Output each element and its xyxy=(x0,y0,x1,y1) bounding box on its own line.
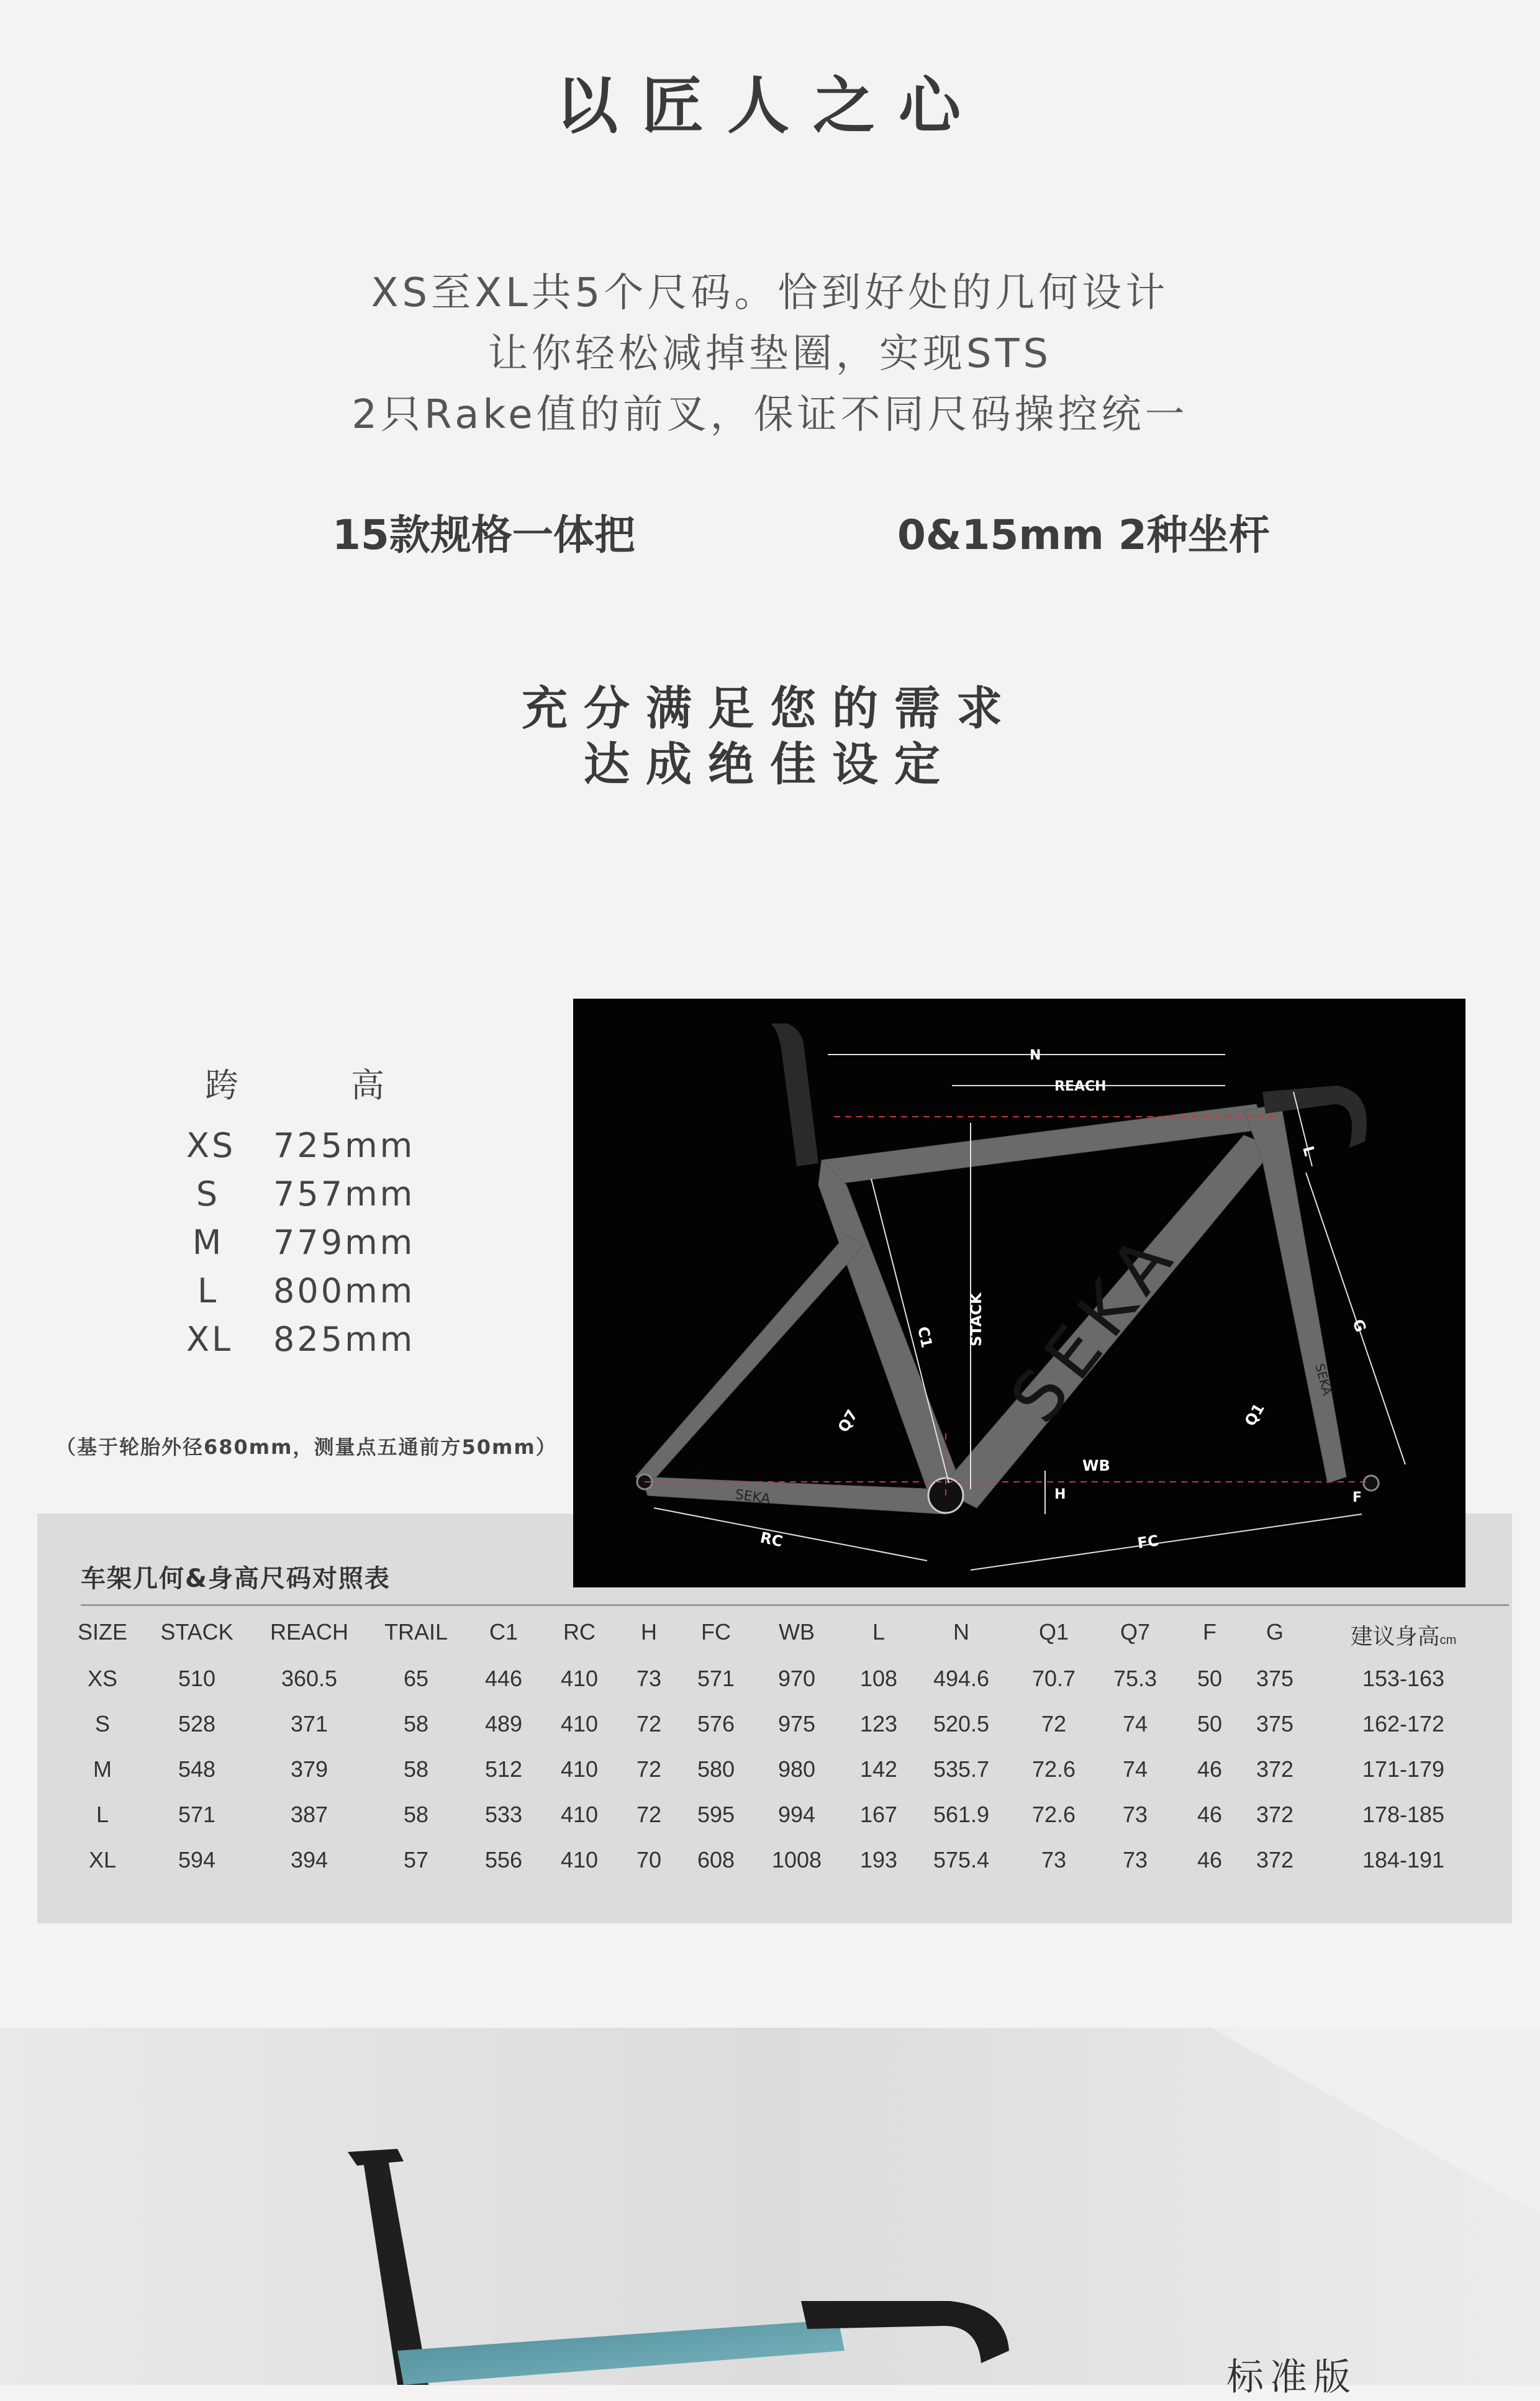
table-cell: 153-163 xyxy=(1362,1666,1445,1691)
table-cell: 561.9 xyxy=(933,1802,990,1827)
table-cell: 72.6 xyxy=(1031,1756,1076,1782)
table-cell: 994 xyxy=(777,1802,816,1827)
table-size-cell: S xyxy=(94,1711,110,1736)
table-header-cell: WB xyxy=(779,1619,815,1645)
table-cell: 371 xyxy=(290,1711,328,1736)
standover-value: 757mm xyxy=(273,1174,415,1214)
intro-line: 让你轻松减掉垫圈，实现STS xyxy=(487,331,1053,377)
table-cell: 528 xyxy=(178,1711,216,1736)
brand-logo: SEKA xyxy=(995,1214,1195,1438)
label-g: G xyxy=(1349,1317,1370,1335)
feature-seatpost: 0&15mm 2种坐杆 xyxy=(897,511,1270,559)
table-header-cell: REACH xyxy=(270,1619,349,1645)
label-h: H xyxy=(1054,1487,1066,1502)
table-cell: 571 xyxy=(178,1802,216,1827)
slogan-line: 充分满足您的需求 xyxy=(522,682,1018,735)
table-cell: 372 xyxy=(1256,1756,1294,1782)
table-cell: 72.6 xyxy=(1031,1802,1076,1827)
table-cell: 576 xyxy=(697,1711,735,1736)
frame-diagram-svg xyxy=(573,999,1465,1587)
table-cell: 123 xyxy=(859,1711,898,1736)
intro-line: XS至XL共5个尺码。恰到好处的几何设计 xyxy=(371,270,1169,316)
frame-shape xyxy=(635,1104,1346,1514)
table-cell: 575.4 xyxy=(933,1847,990,1872)
label-l: L xyxy=(1299,1144,1319,1158)
label-f: F xyxy=(1352,1490,1362,1505)
label-q1: Q1 xyxy=(1241,1400,1268,1429)
table-cell: 520.5 xyxy=(933,1711,990,1736)
page-title: 以匠人之心 xyxy=(556,70,984,142)
table-cell: 58 xyxy=(403,1802,429,1827)
table-cell: 512 xyxy=(484,1756,523,1782)
table-header-cell: G xyxy=(1266,1619,1284,1645)
table-header-cell: SIZE xyxy=(77,1619,127,1645)
table-cell: 1008 xyxy=(771,1847,822,1872)
label-reach: REACH xyxy=(1054,1079,1107,1094)
slogan-line: 达成绝佳设定 xyxy=(584,738,956,791)
standover-value: 825mm xyxy=(273,1320,415,1359)
table-header-cell: RC xyxy=(563,1619,596,1645)
table-cell: 171-179 xyxy=(1362,1756,1445,1782)
table-header-cell: 建议身高 xyxy=(1350,1623,1440,1649)
table-cell: 70.7 xyxy=(1031,1666,1076,1691)
table-header-cell: F xyxy=(1203,1619,1216,1645)
standover-note: （基于轮胎外径680mm，测量点五通前方50mm） xyxy=(56,1435,557,1459)
table-cell: 193 xyxy=(859,1847,898,1872)
table-cell: 410 xyxy=(560,1756,599,1782)
table-cell: 410 xyxy=(560,1802,599,1827)
table-cell: 46 xyxy=(1197,1802,1223,1827)
table-cell: 73 xyxy=(1122,1847,1148,1872)
table-cell: 494.6 xyxy=(933,1666,990,1691)
standover-size: S xyxy=(196,1174,220,1214)
label-fc: FC xyxy=(1136,1532,1160,1552)
table-cell: 410 xyxy=(560,1847,599,1872)
table-cell: 72 xyxy=(636,1711,662,1736)
table-cell: 73 xyxy=(1122,1802,1148,1827)
front-dropout-shape xyxy=(1364,1476,1379,1491)
table-cell: 57 xyxy=(403,1847,429,1872)
feature-handlebar: 15款规格一体把 xyxy=(332,511,635,559)
table-cell: 360.5 xyxy=(281,1666,338,1691)
brand-logo-chainstay: SEKA xyxy=(734,1487,772,1507)
table-cell: 372 xyxy=(1256,1847,1294,1872)
table-cell: 548 xyxy=(178,1756,216,1782)
table-cell: 970 xyxy=(777,1666,816,1691)
table-cell: 489 xyxy=(484,1711,523,1736)
table-size-cell: M xyxy=(93,1756,112,1782)
label-q7: Q7 xyxy=(834,1406,861,1435)
table-title: 车架几何&身高尺码对照表 xyxy=(81,1564,391,1593)
table-cell: 74 xyxy=(1122,1756,1148,1782)
table-cell: 510 xyxy=(178,1666,216,1691)
table-cell: 162-172 xyxy=(1362,1711,1445,1736)
table-cell: 975 xyxy=(777,1711,816,1736)
table-header-cell: Q7 xyxy=(1120,1619,1151,1645)
table-header-cell: H xyxy=(641,1619,657,1645)
table-cell: 167 xyxy=(859,1802,898,1827)
table-cell: 108 xyxy=(859,1666,898,1691)
table-cell: 50 xyxy=(1197,1711,1223,1736)
table-cell: 70 xyxy=(636,1847,662,1872)
table-cell: 446 xyxy=(484,1666,523,1691)
bike-preview-svg xyxy=(0,2028,1540,2385)
table-cell: 379 xyxy=(290,1756,328,1782)
label-wb: WB xyxy=(1082,1457,1110,1474)
standover-size: XL xyxy=(186,1320,233,1359)
table-cell: 556 xyxy=(484,1847,523,1872)
table-header-cell: C1 xyxy=(489,1619,519,1645)
table-cell: 58 xyxy=(403,1756,429,1782)
table-cell: 410 xyxy=(560,1666,599,1691)
table-cell: 74 xyxy=(1122,1711,1148,1736)
label-rc: RC xyxy=(758,1528,784,1551)
standover-value: 800mm xyxy=(273,1271,415,1310)
table-header-unit: cm xyxy=(1439,1633,1457,1647)
table-cell: 72 xyxy=(636,1756,662,1782)
table-cell: 375 xyxy=(1256,1666,1294,1691)
table-cell: 142 xyxy=(859,1756,898,1782)
table-header-cell: TRAIL xyxy=(384,1619,448,1645)
table-cell: 72 xyxy=(1041,1711,1067,1736)
version-label: 标准版 xyxy=(1226,2356,1357,2399)
table-cell: 65 xyxy=(403,1666,429,1691)
standover-header-left: 跨 xyxy=(205,1066,238,1105)
geometry-diagram xyxy=(573,999,1465,1587)
table-cell: 372 xyxy=(1256,1802,1294,1827)
label-stack: STACK xyxy=(967,1292,985,1346)
table-header-cell: N xyxy=(953,1619,969,1645)
table-cell: 980 xyxy=(777,1756,816,1782)
standover-size: XS xyxy=(186,1126,236,1165)
table-header-cell: FC xyxy=(701,1619,731,1645)
standover-value: 725mm xyxy=(273,1126,415,1165)
table-header-cell: STACK xyxy=(160,1619,233,1645)
table-cell: 46 xyxy=(1197,1756,1223,1782)
table-header-cell: L xyxy=(872,1619,886,1645)
label-c1: C1 xyxy=(914,1325,936,1350)
table-cell: 178-185 xyxy=(1362,1802,1445,1827)
table-cell: 46 xyxy=(1197,1847,1223,1872)
standover-value: 779mm xyxy=(273,1223,415,1262)
table-size-cell: XS xyxy=(87,1666,118,1691)
table-size-cell: L xyxy=(96,1802,109,1827)
seatpost-shape xyxy=(771,1023,818,1166)
table-cell: 594 xyxy=(178,1847,216,1872)
table-cell: 387 xyxy=(290,1802,328,1827)
table-cell: 50 xyxy=(1197,1666,1223,1691)
table-cell: 535.7 xyxy=(933,1756,990,1782)
table-size-cell: XL xyxy=(88,1847,117,1872)
table-cell: 73 xyxy=(1041,1847,1067,1872)
table-header-cell: Q1 xyxy=(1038,1619,1069,1645)
intro-line: 2只Rake值的前叉，保证不同尺码操控统一 xyxy=(351,392,1189,438)
table-cell: 375 xyxy=(1256,1711,1294,1736)
table-cell: 72 xyxy=(636,1802,662,1827)
table-cell: 73 xyxy=(636,1666,662,1691)
table-cell: 75.3 xyxy=(1113,1666,1157,1691)
table-cell: 410 xyxy=(560,1711,599,1736)
product-preview-section xyxy=(0,2028,1540,2385)
table-cell: 595 xyxy=(697,1802,735,1827)
table-cell: 580 xyxy=(697,1756,735,1782)
table-cell: 608 xyxy=(697,1847,735,1872)
table-header-height xyxy=(1323,1619,1484,1651)
table-cell: 571 xyxy=(697,1666,735,1691)
table-cell: 533 xyxy=(484,1802,523,1827)
standover-size: L xyxy=(197,1271,219,1310)
table-cell: 394 xyxy=(290,1847,328,1872)
label-n: N xyxy=(1030,1048,1041,1063)
standover-size: M xyxy=(192,1223,224,1262)
brand-logo-fork: SEKA xyxy=(1312,1362,1335,1397)
table-cell: 58 xyxy=(403,1711,429,1736)
table-cell: 184-191 xyxy=(1362,1847,1445,1872)
table-divider xyxy=(81,1604,1509,1606)
standover-header-right: 高 xyxy=(351,1066,384,1105)
